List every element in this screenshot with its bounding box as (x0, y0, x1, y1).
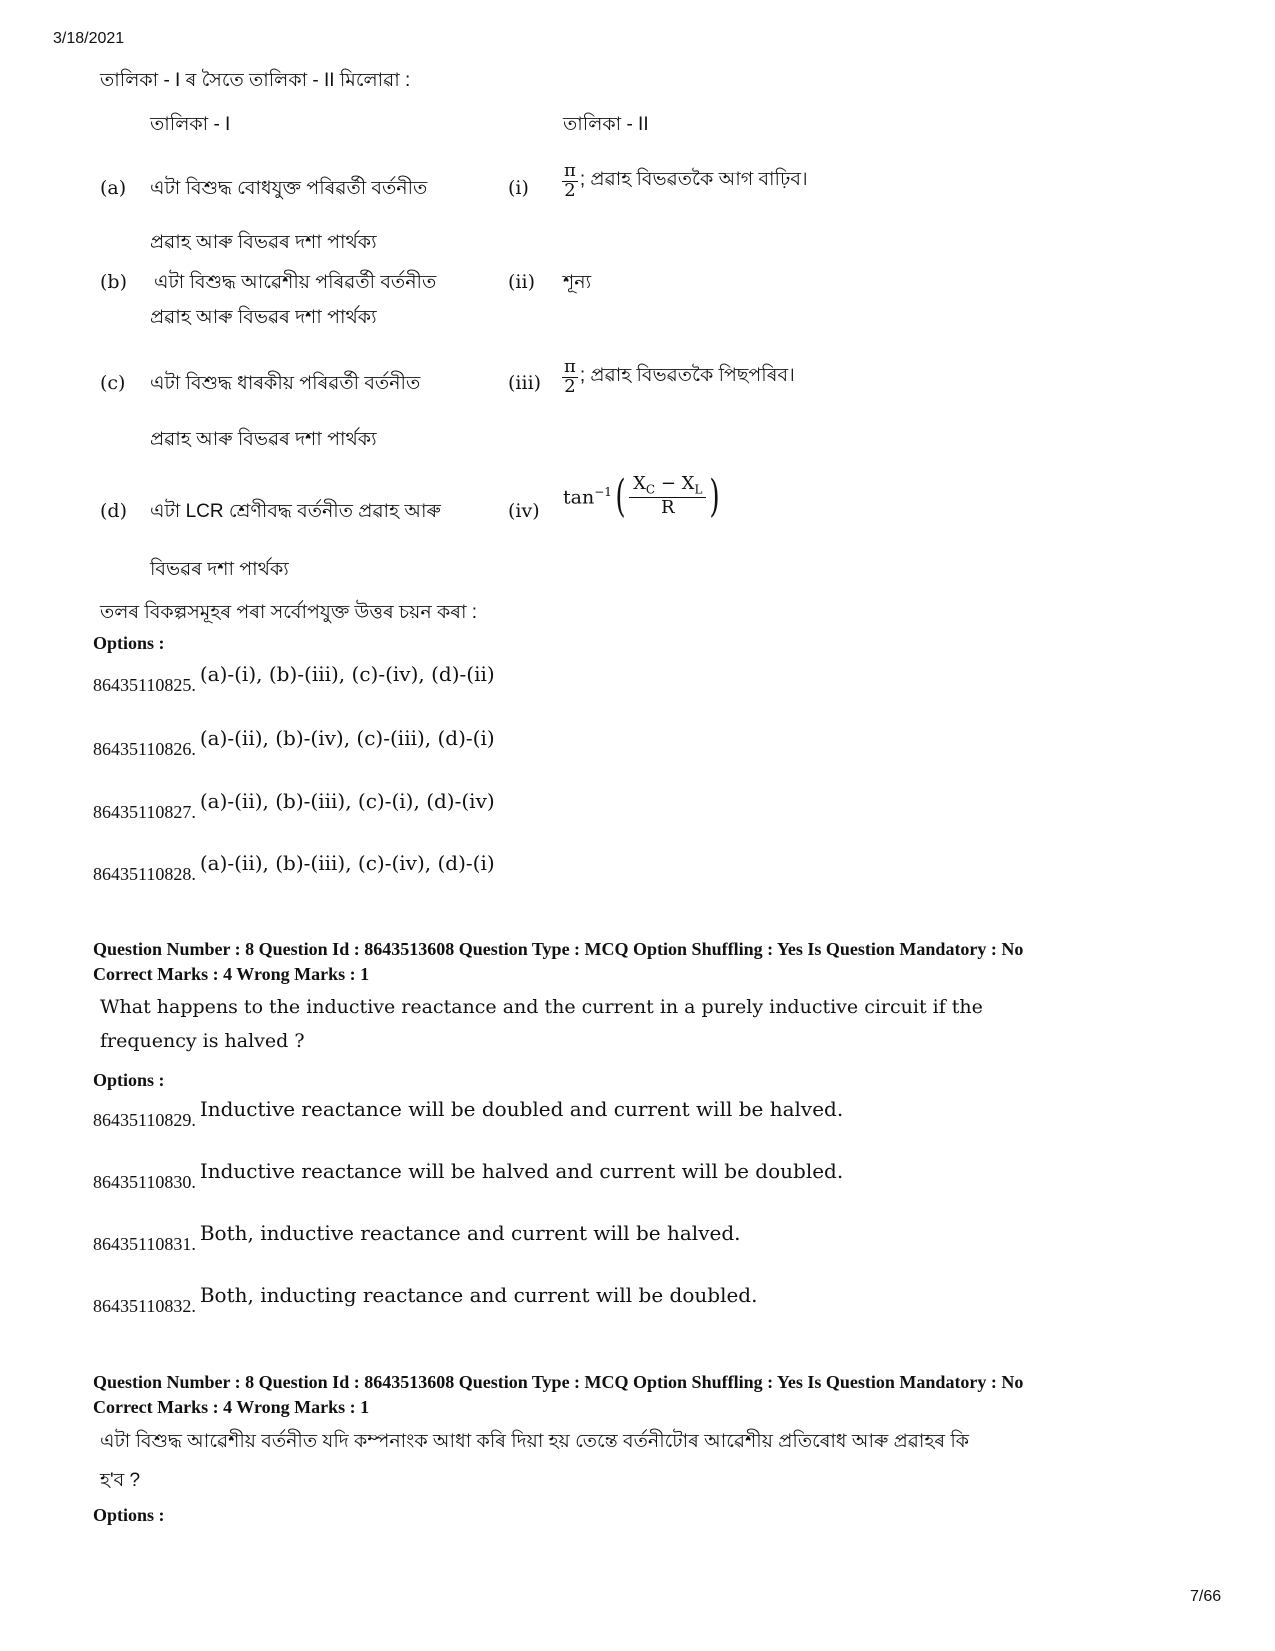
option[interactable] (93, 789, 495, 822)
row-text: এটা বিশুদ্ধ ধাৰকীয় পৰিৱৰ্তী বৰ্তনীত (150, 373, 421, 394)
option-id: 86435110829. (93, 1110, 196, 1130)
option-text: (a)-(ii), (b)-(iii), (c)-(i), (d)-(iv) (199, 789, 495, 813)
roman-numeral: (iv) (508, 500, 540, 522)
option-id: 86435110832. (93, 1296, 196, 1316)
option-text: Inductive reactance will be halved and current will be doubled. (199, 1159, 844, 1183)
page-number: 7/66 (1190, 1588, 1222, 1605)
option-id: 86435110831. (93, 1234, 196, 1254)
question-text: What happens to the inductive reactance and the current in a purely inductive circuit if the (100, 996, 983, 1018)
option[interactable] (93, 1097, 844, 1130)
option[interactable] (93, 851, 495, 884)
option[interactable] (93, 726, 495, 759)
row-label: (b) (100, 271, 127, 293)
options-label: Options : (93, 1505, 165, 1525)
question-text-continued: frequency is halved ? (100, 1030, 305, 1052)
tan-denominator: R (660, 497, 675, 519)
question-marks: Correct Marks : 4 Wrong Marks : 1 (93, 1397, 370, 1417)
answer-ii: শূন্য (563, 272, 592, 293)
option-text: Inductive reactance will be doubled and current will be halved. (199, 1097, 844, 1121)
fraction-numerator: π (564, 160, 576, 181)
fraction-denominator: 2 (564, 179, 576, 201)
options-label: Options : (93, 1070, 165, 1090)
options-label: Options : (93, 633, 165, 653)
select-prompt: তলৰ বিকল্পসমূহৰ পৰা সৰ্বোপযুক্ত উত্তৰ চয়ন কৰা : (100, 602, 478, 623)
option-text: Both, inductive reactance and current will be halved. (199, 1221, 741, 1245)
question-meta: Question Number : 8 Question Id : 8643513608 Question Type : MCQ Option Shuffling : Yes Is Question Mandatory : No (93, 939, 1024, 959)
roman-numeral: (iii) (508, 372, 542, 394)
left-paren: ( (615, 470, 626, 522)
row-text-continued: বিভৱৰ দশা পাৰ্থক্য (150, 559, 289, 580)
row-text-continued: প্ৰৱাহ আৰু বিভৱৰ দশা পাৰ্থক্য (150, 232, 377, 253)
question-text: এটা বিশুদ্ধ আৱেশীয় বৰ্তনীত যদি কম্পনাংক আধা কৰি দিয়া হয় তেন্তে বৰ্তনীটোৰ আৱেশীয় প্ৰতিৰোধ আৰু প্ৰৱাহৰ কি (100, 1431, 970, 1452)
question-marks: Correct Marks : 4 Wrong Marks : 1 (93, 964, 370, 984)
option-id: 86435110825. (93, 675, 196, 695)
option-text: (a)-(i), (b)-(iii), (c)-(iv), (d)-(ii) (199, 662, 495, 686)
option[interactable] (93, 662, 495, 695)
option-text: (a)-(ii), (b)-(iii), (c)-(iv), (d)-(i) (199, 851, 495, 875)
answer-i (562, 162, 808, 201)
row-text: এটা বিশুদ্ধ আৱেশীয় পৰিৱৰ্তী বৰ্তনীত (154, 272, 437, 293)
question-text-continued: হ'ব ? (100, 1470, 141, 1491)
roman-numeral: (ii) (508, 271, 535, 293)
fraction (562, 162, 578, 201)
option-id: 86435110830. (93, 1172, 196, 1192)
answer-text: ; প্ৰৱাহ বিভৱতকৈ পিছপৰিব। (579, 365, 795, 387)
print-date: 3/18/2021 (53, 30, 125, 47)
list-2-header: তালিকা - II (563, 114, 649, 135)
option[interactable] (93, 1283, 758, 1316)
tan-numerator: $X_C - X_L$ (629, 474, 706, 498)
roman-numeral: (i) (508, 177, 529, 199)
question-meta: Question Number : 8 Question Id : 8643513608 Question Type : MCQ Option Shuffling : Yes Is Question Mandatory : No (93, 1372, 1024, 1392)
option-id: 86435110826. (93, 739, 196, 759)
option-text: (a)-(ii), (b)-(iv), (c)-(iii), (d)-(i) (199, 726, 495, 750)
fraction-numerator: π (564, 356, 576, 377)
row-text-continued: প্ৰৱাহ আৰু বিভৱৰ দশা পাৰ্থক্য (150, 429, 377, 450)
answer-text: ; প্ৰৱাহ বিভৱতকৈ আগ বাঢ়িব। (579, 169, 808, 191)
option-id: 86435110827. (93, 802, 196, 822)
option[interactable] (93, 1221, 741, 1254)
list-1-header: তালিকা - I (150, 114, 231, 135)
fraction (562, 358, 578, 397)
row-label: (c) (100, 372, 126, 394)
row-text: এটা LCR শ্ৰেণীবদ্ধ বৰ্তনীত প্ৰৱাহ আৰু (150, 501, 441, 522)
tan-function: $\tan^{-1}$ (563, 484, 612, 509)
fraction-denominator: 2 (564, 375, 576, 397)
row-text-continued: প্ৰৱাহ আৰু বিভৱৰ দশা পাৰ্থক্য (150, 307, 377, 328)
right-paren: ) (709, 470, 721, 522)
tan-fraction (629, 474, 706, 519)
option-id: 86435110828. (93, 864, 196, 884)
instruction: তালিকা - I ৰ সৈতে তালিকা - II মিলোৱা : (100, 70, 411, 91)
row-label: (a) (100, 177, 127, 199)
answer-iii (562, 358, 795, 397)
row-text: এটা বিশুদ্ধ বোধযুক্ত পৰিৱৰ্তী বৰ্তনীত (150, 178, 428, 199)
answer-iv-tan-expression (563, 470, 724, 522)
option[interactable] (93, 1159, 844, 1192)
row-label: (d) (100, 500, 127, 522)
option-text: Both, inducting reactance and current will be doubled. (199, 1283, 758, 1307)
